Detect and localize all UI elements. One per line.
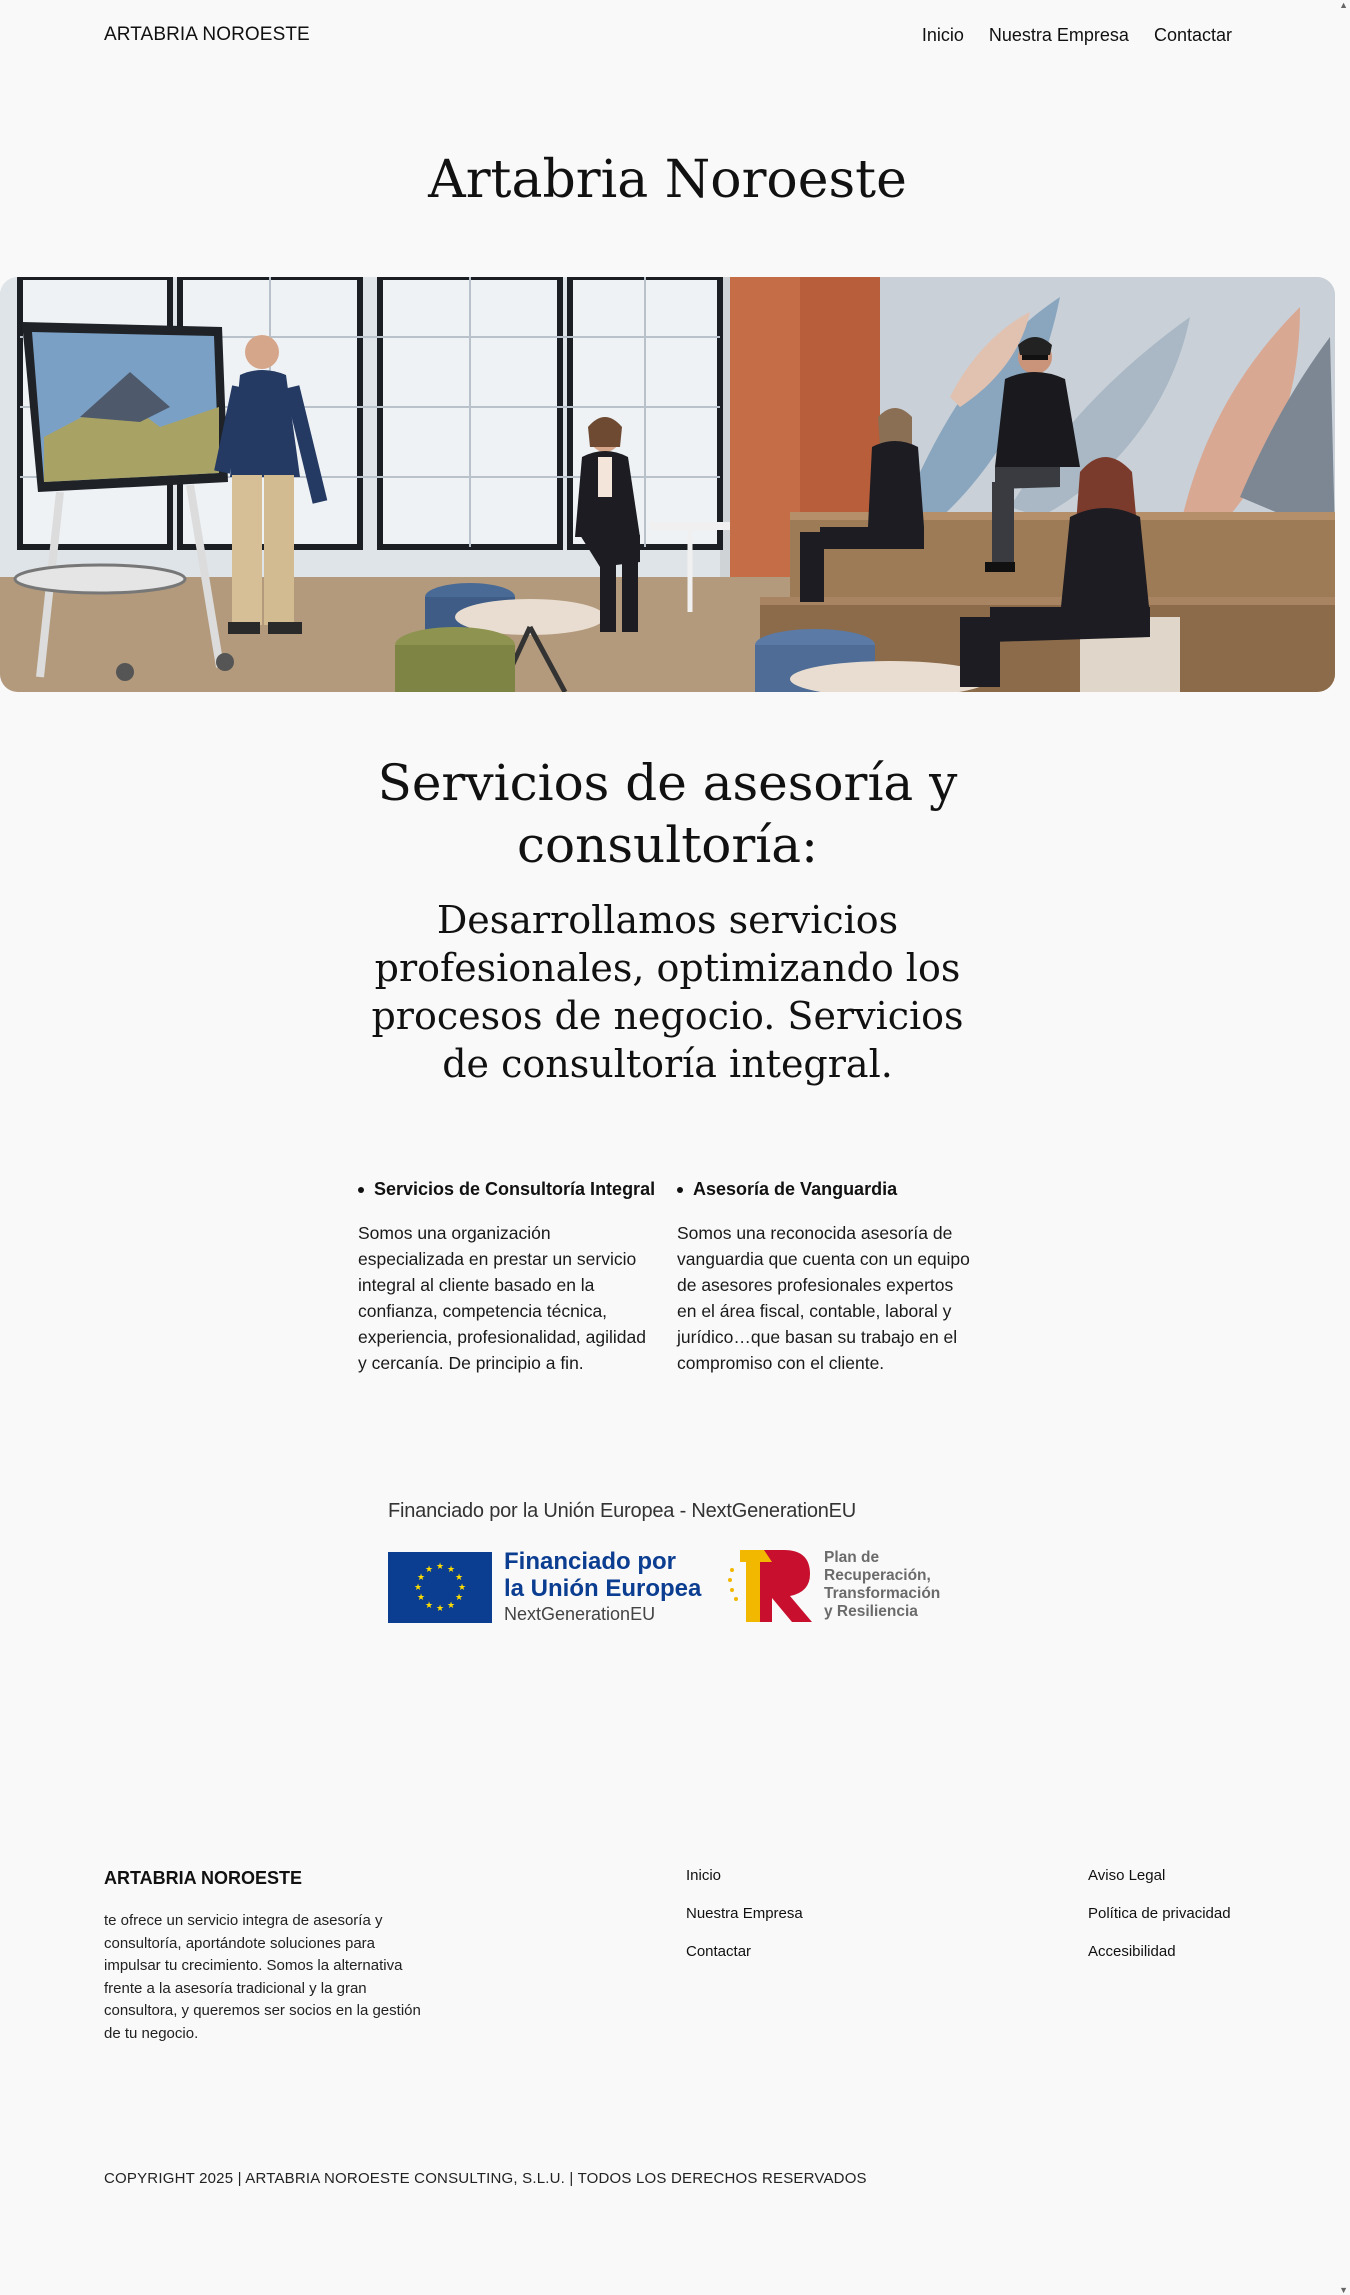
svg-text:★: ★	[435, 1561, 445, 1572]
svg-text:★: ★	[435, 1603, 445, 1614]
eu-funding-banner	[388, 1500, 958, 1630]
site-header	[104, 20, 1232, 50]
scroll-down-arrow-icon[interactable]: ▼	[1339, 2285, 1348, 2295]
funding-caption: Financiado por la Unión Europea - NextGenerationEU	[388, 1500, 857, 1522]
eu-flag-icon	[388, 1552, 492, 1623]
service-description: Somos una organización especializada en prestar un servicio integral al cliente basado en la confianza, competencia técnica, experiencia, profesionalidad, agilidad y cercanía. De principio a fin.	[358, 1223, 646, 1373]
footer-link-contactar[interactable]: Contactar	[686, 1943, 752, 1960]
footer-link-politica-privacidad[interactable]: Política de privacidad	[1088, 1905, 1231, 1922]
prtr-logo	[726, 1546, 940, 1624]
eu-nextgeneration-logo	[388, 1548, 701, 1626]
service-column-vanguardia	[677, 1176, 977, 1376]
service-description: Somos una reconocida asesoría de vanguardia que cuenta con un equipo de asesores profesionales expertos en el área fiscal, contable, laboral y jurídico…que basan su trabajo en el compromiso con el cliente.	[677, 1223, 970, 1373]
scroll-up-arrow-icon[interactable]: ▲	[1339, 0, 1348, 10]
nav-inicio[interactable]: Inicio	[921, 24, 964, 45]
svg-text:★: ★	[457, 1582, 467, 1593]
footer-legal-nav	[1088, 1866, 1231, 1962]
nav-contactar[interactable]: Contactar	[1153, 24, 1232, 45]
nav-nuestra-empresa[interactable]: Nuestra Empresa	[988, 24, 1129, 45]
svg-text:★: ★	[416, 1592, 426, 1603]
service-column-consultoria	[358, 1176, 658, 1376]
hero-banner-image	[0, 277, 1335, 692]
prtr-logo-text: Plan de Recuperación, Transformación y Resiliencia	[824, 1549, 941, 1620]
office-meeting-illustration	[0, 277, 1335, 692]
footer-nav	[686, 1866, 803, 1962]
footer-link-aviso-legal[interactable]: Aviso Legal	[1088, 1867, 1166, 1884]
copyright-notice: COPYRIGHT 2025 | ARTABRIA NOROESTE CONSULTING, S.L.U. | TODOS LOS DERECHOS RESERVADOS	[104, 2170, 867, 2187]
svg-text:★: ★	[424, 1600, 434, 1611]
prtr-mark-icon	[726, 1546, 814, 1624]
service-title: Asesoría de Vanguardia	[677, 1176, 977, 1202]
footer-description: te ofrece un servicio integra de asesoría y consultoría, aportándote soluciones para impulsar tu crecimiento. Somos la alternativa frente a la asesoría tradicional y la gran consultora, y queremos ser socios en la gestión de tu negocio.	[104, 1912, 421, 2042]
svg-text:★: ★	[446, 1600, 456, 1611]
hero-title: Artabria Noroeste	[428, 150, 907, 210]
footer-brand[interactable]: ARTABRIA NOROESTE	[104, 1868, 302, 1888]
site-brand[interactable]: ARTABRIA NOROESTE	[104, 24, 310, 45]
eu-logo-text: Financiado por la Unión Europea NextGenerationEU	[504, 1548, 702, 1624]
footer-link-nuestra-empresa[interactable]: Nuestra Empresa	[686, 1905, 803, 1922]
svg-text:★: ★	[424, 1564, 434, 1575]
svg-text:★: ★	[454, 1572, 464, 1583]
footer-link-accesibilidad[interactable]: Accesibilidad	[1088, 1943, 1176, 1960]
svg-text:★: ★	[413, 1582, 423, 1593]
footer-link-inicio[interactable]: Inicio	[686, 1867, 722, 1884]
svg-text:★: ★	[454, 1592, 464, 1603]
svg-text:★: ★	[446, 1564, 456, 1575]
svg-text:★: ★	[416, 1572, 426, 1583]
services-title: Servicios de asesoría y consultoría:	[377, 754, 958, 874]
main-nav	[922, 25, 1232, 46]
service-title: Servicios de Consultoría Integral	[358, 1176, 658, 1202]
services-subtitle: Desarrollamos servicios profesionales, optimizando los procesos de negocio. Servicios de consultoría integral.	[371, 898, 964, 1086]
